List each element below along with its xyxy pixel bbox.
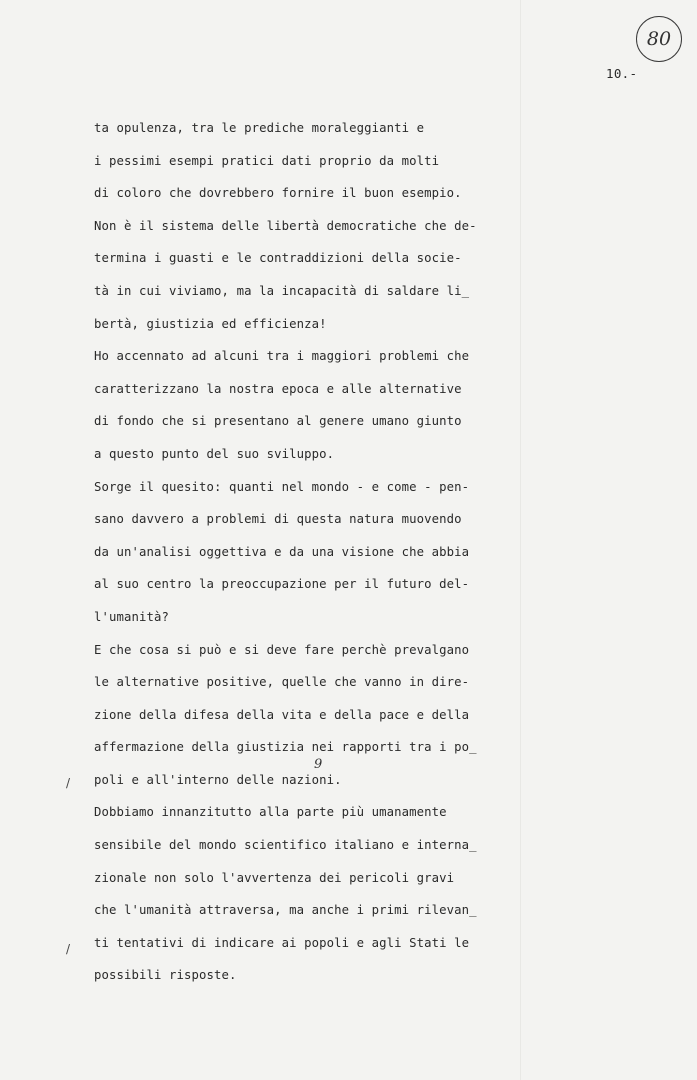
margin-tick-mark: / — [66, 942, 71, 956]
text-line: i pessimi esempi pratici dati proprio da molti — [94, 153, 440, 168]
typed-text-body — [94, 112, 477, 992]
handwritten-correction: 9 — [314, 757, 323, 772]
text-line: al suo centro la preoccupazione per il futuro del- — [94, 577, 470, 592]
text-line: zione della difesa della vita e della pace e della — [94, 707, 470, 722]
text-line: sensibile del mondo scientifico italiano e interna_ — [94, 838, 477, 853]
text-line: zionale non solo l'avvertenza dei pericoli gravi — [94, 870, 455, 885]
text-line: che l'umanità attraversa, ma anche i primi rilevan_ — [94, 903, 477, 918]
text-line: affermazione della giustizia nei rapporti tra i po_ — [94, 740, 477, 755]
text-line: sano davvero a problemi di questa natura muovendo — [94, 512, 462, 527]
text-line: a questo punto del suo sviluppo. — [94, 446, 335, 461]
text-line: poli e all'interno delle nazioni. — [94, 772, 342, 787]
text-line: tà in cui viviamo, ma la incapacità di saldare li_ — [94, 283, 470, 298]
paper-fold-line — [520, 0, 521, 1080]
text-line: caratterizzano la nostra epoca e alle alternative — [94, 381, 462, 396]
text-line: Dobbiamo innanzitutto alla parte più umanamente — [94, 805, 447, 820]
margin-tick-mark: / — [66, 776, 71, 790]
text-line: l'umanità? — [94, 609, 170, 624]
text-line: possibili risposte. — [94, 968, 237, 983]
text-line: termina i guasti e le contraddizioni della socie- — [94, 251, 462, 266]
text-line: bertà, giustizia ed efficienza! — [94, 316, 327, 331]
page-number: 10.- — [606, 66, 638, 81]
text-line: Ho accennato ad alcuni tra i maggiori problemi che — [94, 349, 470, 364]
circled-page-stamp: 80 — [636, 16, 682, 62]
text-line: ta opulenza, tra le prediche moraleggianti e — [94, 121, 425, 135]
text-line: le alternative positive, quelle che vanno in dire- — [94, 675, 470, 690]
text-line: di coloro che dovrebbero fornire il buon esempio. — [94, 186, 462, 201]
text-line: da un'analisi oggettiva e da una visione che abbia — [94, 544, 470, 559]
text-line: ti tentativi di indicare ai popoli e agli Stati le — [94, 935, 470, 950]
text-line: Sorge il quesito: quanti nel mondo - e come - pen- — [94, 479, 470, 494]
text-line: E che cosa si può e si deve fare perchè prevalgano — [94, 642, 470, 657]
text-line: di fondo che si presentano al genere umano giunto — [94, 414, 462, 429]
text-line: Non è il sistema delle libertà democratiche che de- — [94, 218, 477, 233]
